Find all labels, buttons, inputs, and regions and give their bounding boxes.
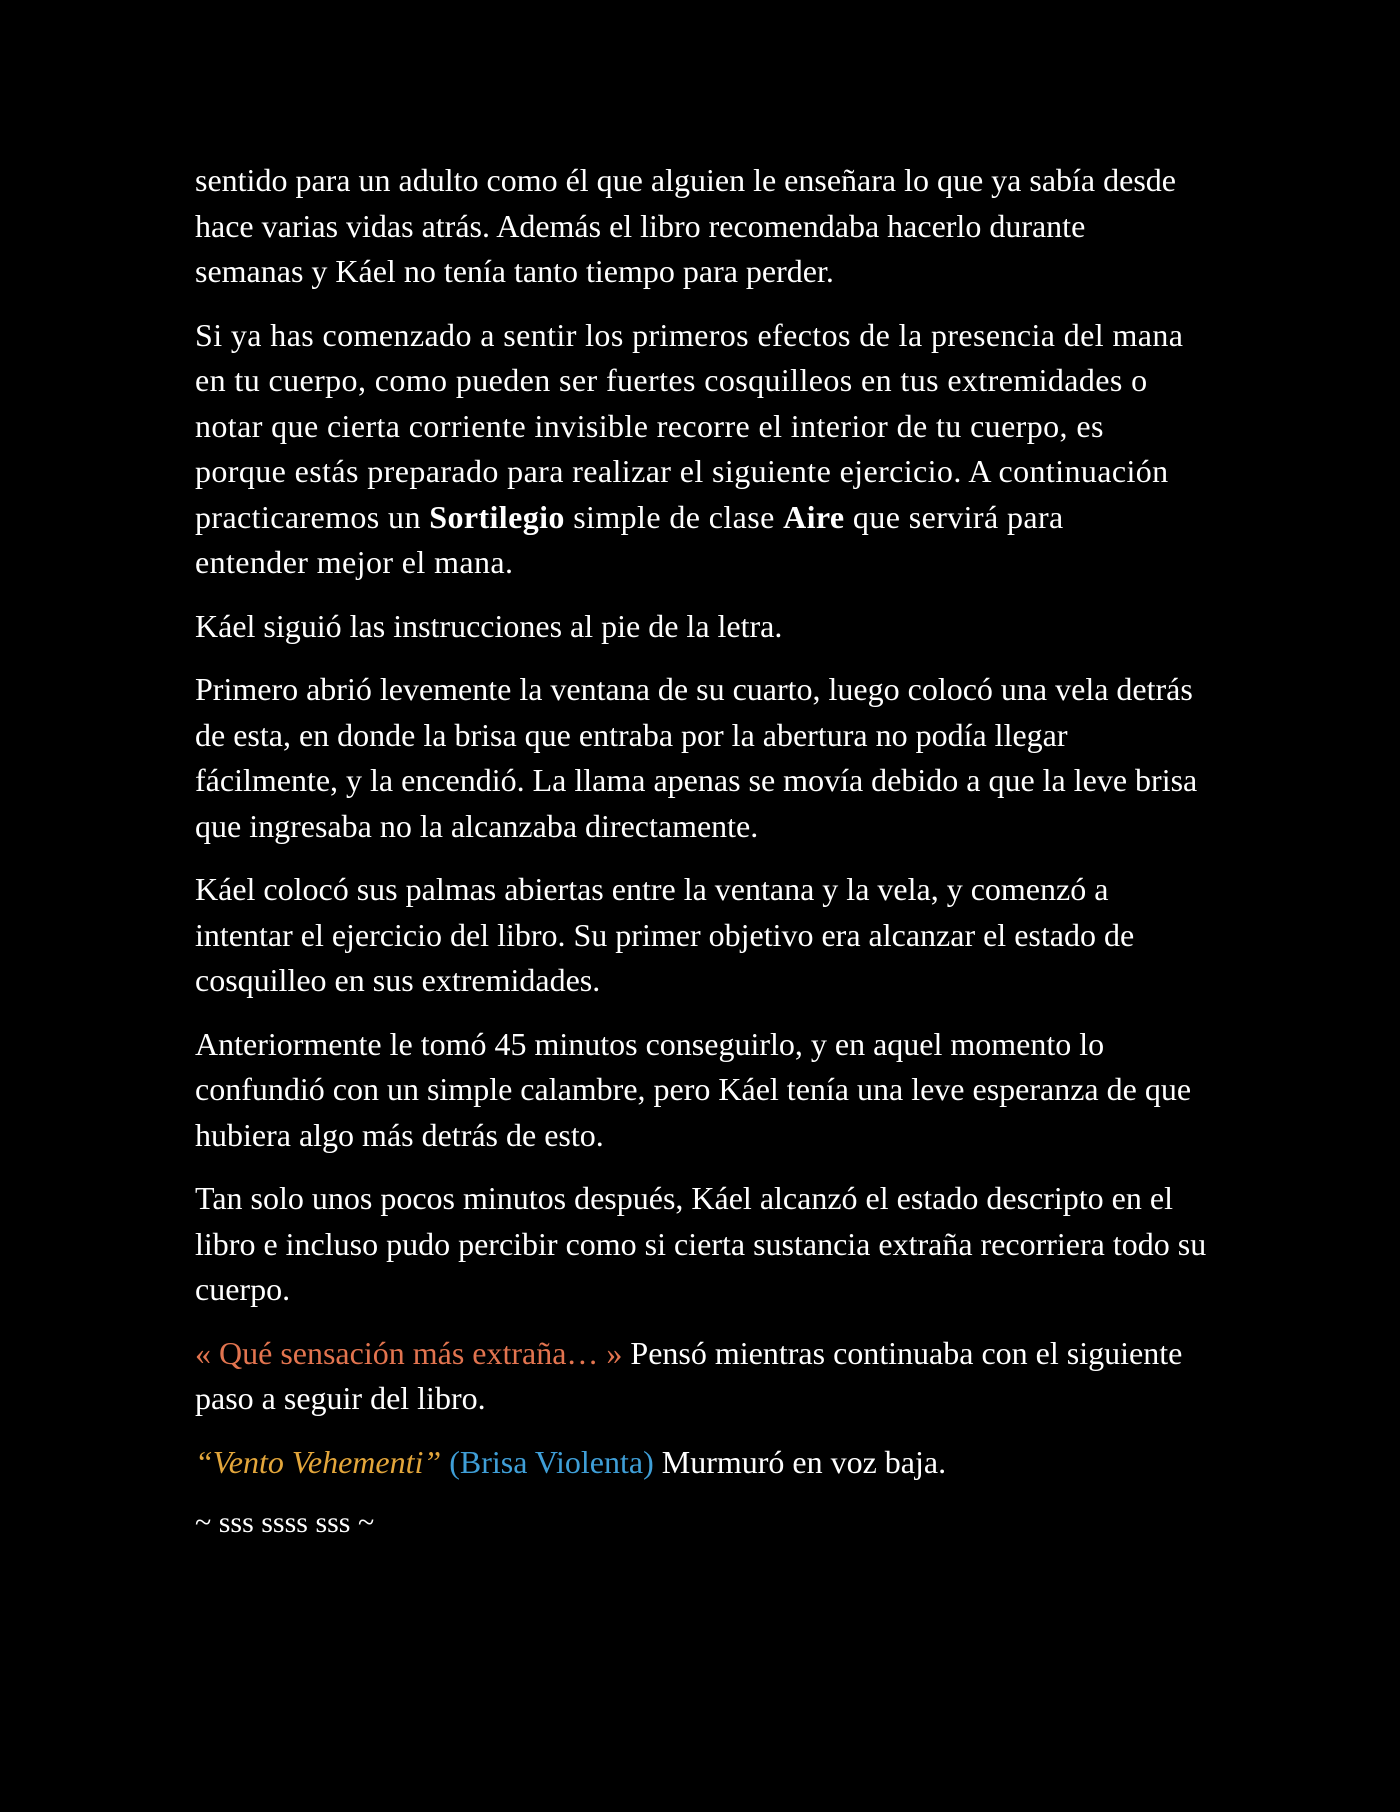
paragraph-2-book-quote <box>195 313 1185 586</box>
spell-incantation: “Vento Vehementi” <box>195 1443 442 1480</box>
section-separator-text: ~ sss ssss sss ~ <box>195 1506 375 1539</box>
page-body <box>195 158 1215 1561</box>
paragraph-4-text: Primero abrió levemente la ventana de su cuarto, luego colocó una vela detrás de esta, en donde la brisa que entraba por la abertura no podía llegar fácilmente, y la encendió. La llama apenas se movía debido a que la leve brisa que ingresaba no la alcanzaba directamente. <box>195 671 1198 844</box>
paragraph-6-text: Anteriormente le tomó 45 minutos conseguirlo, y en aquel momento lo confundió con un simple calambre, pero Káel tenía una leve esperanza de que hubiera algo más detrás de esto. <box>195 1025 1192 1153</box>
paragraph-6 <box>195 1022 1215 1159</box>
paragraph-5-text: Káel colocó sus palmas abiertas entre la ventana y la vela, y comenzó a intentar el ejercicio del libro. Su primer objetivo era alcanzar el estado de cosquilleo en sus extremidades. <box>195 871 1135 998</box>
sortilegio-term: Sortilegio <box>429 498 565 535</box>
paragraph-2-text-c: que servirá para entender mejor el mana. <box>195 498 1064 580</box>
paragraph-3 <box>195 604 1215 650</box>
paragraph-9 <box>195 1440 1215 1486</box>
paragraph-5 <box>195 867 1185 1004</box>
paragraph-1 <box>195 158 1185 295</box>
inner-thought: « Qué sensación más extraña… » <box>195 1334 623 1371</box>
paragraph-9-rest: Murmuró en voz baja. <box>653 1443 947 1480</box>
paragraph-8 <box>195 1331 1215 1422</box>
paragraph-7-text: Tan solo unos pocos minutos después, Káel alcanzó el estado descripto en el libro e incluso pudo percibir como si cierta sustancia extraña recorriera todo su cuerpo. <box>195 1180 1207 1307</box>
paragraph-3-text: Káel siguió las instrucciones al pie de la letra. <box>195 607 783 644</box>
paragraph-1-text: sentido para un adulto como él que alguien le enseñara lo que ya sabía desde hace varias vidas atrás. Además el libro recomendaba hacerlo durante semanas y Káel no tenía tanto tiempo para perder. <box>195 162 1176 289</box>
spell-translation: (Brisa Violenta) <box>449 1443 654 1480</box>
paragraph-8-rest: Pensó mientras continuaba con el siguiente paso a seguir del libro. <box>195 1334 1183 1416</box>
paragraph-7 <box>195 1176 1215 1313</box>
paragraph-2-text-b: simple de clase <box>564 498 784 535</box>
section-separator <box>195 1503 1215 1543</box>
paragraph-2-text-a: Si ya has comenzado a sentir los primeros efectos de la presencia del mana en tu cuerpo, como pueden ser fuertes cosquilleos en tus extremidades o notar que cierta corriente invisible recorre el interior de tu cuerpo, es porque estás preparado para realizar el siguiente ejercicio. A continuación practicaremos un <box>195 316 1184 535</box>
paragraph-4 <box>195 667 1215 849</box>
aire-term: Aire <box>783 498 845 535</box>
